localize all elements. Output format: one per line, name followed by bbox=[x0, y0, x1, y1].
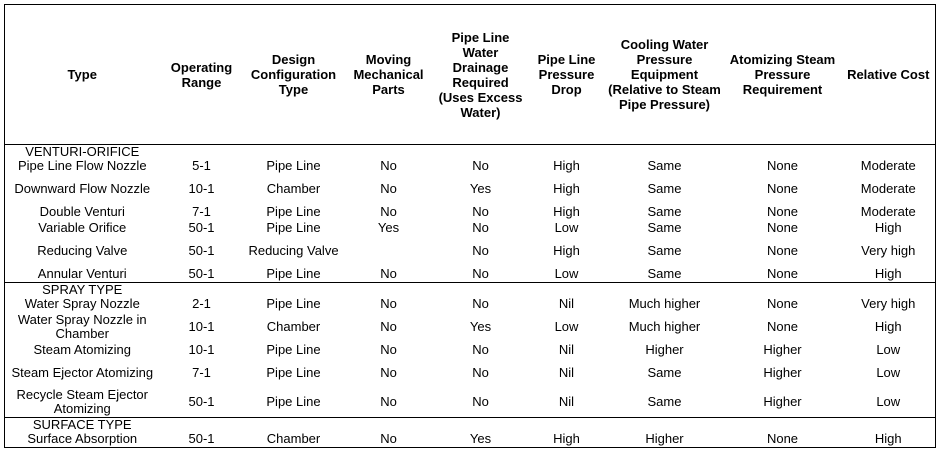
cell-cooling-water-pressure: Same bbox=[647, 158, 682, 173]
cell-relative-cost: Moderate bbox=[860, 181, 916, 196]
cell-type: Water Spray Nozzle in Chamber bbox=[17, 311, 147, 341]
cell-type: Steam Atomizing bbox=[33, 341, 132, 357]
empty-cell bbox=[160, 282, 244, 296]
cell-pressure-drop: High bbox=[553, 158, 580, 173]
cell-pressure-drop: High bbox=[553, 243, 580, 258]
empty-cell bbox=[244, 282, 344, 296]
empty-cell bbox=[724, 145, 842, 159]
section-title: SURFACE TYPE bbox=[5, 418, 160, 432]
cell-atomizing-steam: None bbox=[766, 265, 799, 281]
section-header-row bbox=[5, 282, 936, 296]
cell-operating-range: 50-1 bbox=[188, 430, 215, 446]
cell-water-drainage: No bbox=[472, 341, 489, 357]
section-header-row bbox=[5, 418, 936, 432]
cell-atomizing-steam: None bbox=[766, 243, 799, 258]
table-row bbox=[5, 296, 936, 312]
empty-cell bbox=[344, 145, 434, 159]
cell-pressure-drop: High bbox=[553, 181, 580, 196]
cell-design-configuration: Pipe Line bbox=[266, 394, 321, 410]
header-cooling-water-pressure: Cooling Water Pressure Equipment (Relative to Steam Pipe Pressure) bbox=[606, 5, 724, 145]
empty-cell bbox=[344, 282, 434, 296]
cell-relative-cost: Low bbox=[876, 341, 901, 357]
cell-cooling-water-pressure: Same bbox=[647, 204, 682, 219]
cell-cooling-water-pressure: Same bbox=[647, 265, 682, 281]
cell-water-drainage: Yes bbox=[469, 318, 492, 334]
cell-cooling-water-pressure: Much higher bbox=[628, 295, 701, 311]
section-header-row bbox=[5, 145, 936, 159]
cell-moving-parts: No bbox=[380, 318, 397, 334]
header-relative-cost: Relative Cost bbox=[842, 5, 936, 145]
cell-atomizing-steam: None bbox=[766, 430, 799, 446]
cell-moving-parts: No bbox=[380, 430, 397, 446]
empty-cell bbox=[344, 418, 434, 432]
cell-type: Double Venturi bbox=[39, 204, 125, 219]
cell-cooling-water-pressure: Higher bbox=[645, 341, 684, 357]
cell-design-configuration: Chamber bbox=[266, 181, 321, 196]
cell-pressure-drop: High bbox=[553, 204, 580, 219]
cell-water-drainage: No bbox=[472, 158, 489, 173]
empty-cell bbox=[244, 418, 344, 432]
empty-cell bbox=[606, 282, 724, 296]
cell-atomizing-steam: None bbox=[766, 158, 799, 173]
desuperheater-comparison-table bbox=[4, 4, 936, 448]
empty-cell bbox=[606, 145, 724, 159]
cell-water-drainage: No bbox=[472, 204, 489, 219]
cell-atomizing-steam: None bbox=[766, 295, 799, 311]
cell-cooling-water-pressure: Same bbox=[647, 394, 682, 410]
section-title: SPRAY TYPE bbox=[5, 282, 160, 296]
cell-operating-range: 10-1 bbox=[188, 318, 215, 334]
empty-cell bbox=[160, 418, 244, 432]
cell-type: Pipe Line Flow Nozzle bbox=[17, 158, 147, 173]
cell-moving-parts: No bbox=[380, 204, 397, 219]
cell-moving-parts: No bbox=[380, 181, 397, 196]
cell-operating-range: 7-1 bbox=[192, 204, 211, 219]
cell-design-configuration: Pipe Line bbox=[266, 220, 321, 235]
cell-atomizing-steam: Higher bbox=[763, 341, 802, 357]
table-row bbox=[5, 174, 936, 204]
table-row bbox=[5, 431, 936, 447]
cell-pressure-drop: Low bbox=[554, 220, 579, 235]
cell-relative-cost: Very high bbox=[861, 295, 916, 311]
table-row bbox=[5, 388, 936, 418]
cell-atomizing-steam: None bbox=[766, 181, 799, 196]
header-type: Type bbox=[5, 5, 160, 145]
cell-water-drainage: No bbox=[472, 243, 489, 258]
cell-water-drainage: No bbox=[472, 265, 489, 281]
cell-operating-range: 2-1 bbox=[192, 295, 211, 311]
cell-moving-parts bbox=[344, 236, 434, 266]
table-row bbox=[5, 204, 936, 220]
table-row bbox=[5, 158, 936, 174]
table-row bbox=[5, 266, 936, 282]
header-pressure-drop: Pipe Line Pressure Drop bbox=[528, 5, 606, 145]
cell-moving-parts: No bbox=[380, 364, 397, 380]
cell-moving-parts: No bbox=[380, 394, 397, 410]
empty-cell bbox=[842, 418, 936, 432]
cell-atomizing-steam: Higher bbox=[763, 394, 802, 410]
cell-cooling-water-pressure: Much higher bbox=[628, 318, 701, 334]
empty-cell bbox=[606, 418, 724, 432]
cell-operating-range: 50-1 bbox=[188, 265, 215, 281]
cell-water-drainage: No bbox=[472, 394, 489, 410]
cell-cooling-water-pressure: Same bbox=[647, 243, 682, 258]
header-atomizing-steam: Atomizing Steam Pressure Requirement bbox=[724, 5, 842, 145]
cell-operating-range: 50-1 bbox=[188, 220, 215, 235]
cell-cooling-water-pressure: Same bbox=[647, 220, 682, 235]
cell-design-configuration: Chamber bbox=[266, 430, 321, 446]
empty-cell bbox=[724, 418, 842, 432]
cell-moving-parts: Yes bbox=[377, 220, 400, 235]
cell-type: Reducing Valve bbox=[37, 243, 128, 258]
cell-water-drainage: Yes bbox=[469, 181, 492, 196]
cell-design-configuration: Pipe Line bbox=[266, 204, 321, 219]
empty-cell bbox=[528, 282, 606, 296]
cell-moving-parts: No bbox=[380, 158, 397, 173]
header-operating-range: Operating Range bbox=[160, 5, 244, 145]
cell-relative-cost: Low bbox=[876, 364, 901, 380]
cell-relative-cost: High bbox=[874, 220, 902, 235]
table-row bbox=[5, 312, 936, 342]
cell-type: Steam Ejector Atomizing bbox=[11, 364, 154, 380]
cell-water-drainage: No bbox=[472, 295, 489, 311]
cell-atomizing-steam: None bbox=[766, 318, 799, 334]
empty-cell bbox=[528, 418, 606, 432]
empty-cell bbox=[528, 145, 606, 159]
header-design-configuration: Design Configuration Type bbox=[244, 5, 344, 145]
cell-relative-cost: Low bbox=[876, 394, 901, 410]
cell-relative-cost: High bbox=[874, 430, 902, 446]
cell-type: Variable Orifice bbox=[38, 220, 127, 235]
cell-operating-range: 50-1 bbox=[188, 243, 215, 258]
empty-cell bbox=[434, 282, 528, 296]
cell-design-configuration: Pipe Line bbox=[266, 341, 321, 357]
empty-cell bbox=[434, 418, 528, 432]
cell-moving-parts: No bbox=[380, 295, 397, 311]
cell-water-drainage: No bbox=[472, 364, 489, 380]
cell-type: Annular Venturi bbox=[37, 265, 127, 281]
cell-design-configuration: Pipe Line bbox=[266, 265, 321, 281]
cell-pressure-drop: Low bbox=[554, 265, 579, 281]
cell-water-drainage: No bbox=[472, 220, 489, 235]
cell-operating-range: 10-1 bbox=[188, 181, 215, 196]
cell-relative-cost: Very high bbox=[861, 243, 916, 258]
cell-operating-range: 7-1 bbox=[192, 364, 211, 380]
empty-cell bbox=[842, 145, 936, 159]
cell-design-configuration: Pipe Line bbox=[266, 295, 321, 311]
cell-atomizing-steam: None bbox=[766, 220, 799, 235]
cell-pressure-drop: Nil bbox=[558, 295, 575, 311]
table-row bbox=[5, 358, 936, 388]
empty-cell bbox=[244, 145, 344, 159]
cell-pressure-drop: Nil bbox=[558, 341, 575, 357]
empty-cell bbox=[160, 145, 244, 159]
cell-operating-range: 50-1 bbox=[188, 394, 215, 410]
cell-relative-cost: High bbox=[874, 318, 902, 334]
header-water-drainage: Pipe Line Water Drainage Required (Uses Excess Water) bbox=[434, 5, 528, 145]
table-row bbox=[5, 220, 936, 236]
cell-atomizing-steam: Higher bbox=[763, 364, 802, 380]
cell-design-configuration: Reducing Valve bbox=[248, 243, 339, 258]
cell-design-configuration: Pipe Line bbox=[266, 158, 321, 173]
section-title: VENTURI-ORIFICE bbox=[25, 144, 140, 159]
cell-moving-parts: No bbox=[380, 341, 397, 357]
cell-cooling-water-pressure: Same bbox=[647, 364, 682, 380]
cell-type: Surface Absorption bbox=[27, 430, 138, 446]
table-row bbox=[5, 236, 936, 266]
cell-moving-parts: No bbox=[380, 265, 397, 281]
cell-pressure-drop: Low bbox=[554, 318, 579, 334]
cell-pressure-drop: Nil bbox=[558, 394, 575, 410]
cell-type: Recycle Steam Ejector Atomizing bbox=[16, 387, 148, 417]
empty-cell bbox=[434, 145, 528, 159]
empty-cell bbox=[724, 282, 842, 296]
cell-water-drainage: Yes bbox=[469, 430, 492, 446]
table-row bbox=[5, 342, 936, 358]
cell-cooling-water-pressure: Same bbox=[647, 181, 682, 196]
cell-type: Water Spray Nozzle bbox=[24, 295, 140, 311]
cell-design-configuration: Pipe Line bbox=[266, 364, 321, 380]
cell-pressure-drop: Nil bbox=[558, 364, 575, 380]
cell-relative-cost: Moderate bbox=[860, 158, 916, 173]
table-body bbox=[5, 145, 936, 448]
cell-design-configuration: Chamber bbox=[266, 318, 321, 334]
cell-operating-range: 5-1 bbox=[192, 158, 211, 173]
header-row bbox=[5, 5, 936, 145]
cell-atomizing-steam: None bbox=[766, 204, 799, 219]
cell-pressure-drop: High bbox=[553, 430, 580, 446]
header-moving-parts: Moving Mechanical Parts bbox=[344, 5, 434, 145]
cell-type: Downward Flow Nozzle bbox=[14, 181, 151, 196]
cell-cooling-water-pressure: Higher bbox=[645, 430, 684, 446]
cell-relative-cost: High bbox=[874, 265, 902, 281]
cell-operating-range: 10-1 bbox=[188, 341, 215, 357]
empty-cell bbox=[842, 282, 936, 296]
cell-relative-cost: Moderate bbox=[860, 204, 916, 219]
